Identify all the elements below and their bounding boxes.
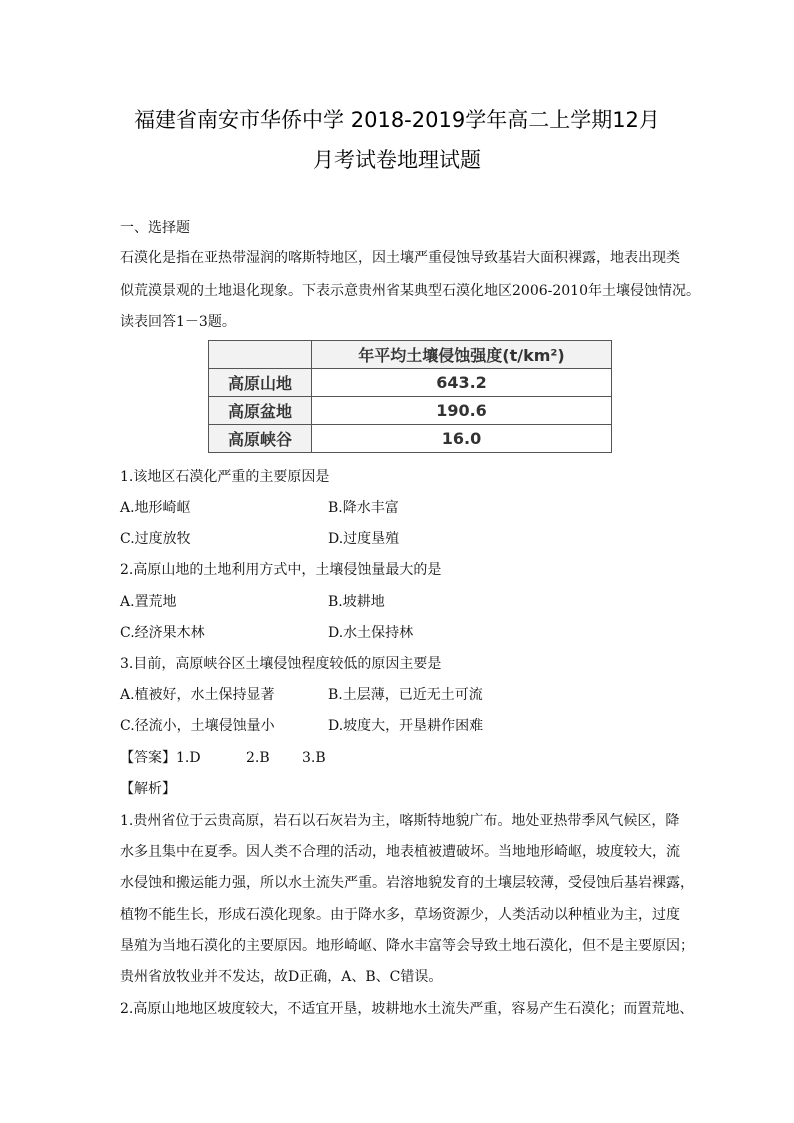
answer-1: 1.D bbox=[176, 750, 201, 766]
analysis-label: 【解析】 bbox=[120, 781, 176, 797]
intro-line: 读表回答1－3题。 bbox=[120, 314, 236, 330]
answer-label: 【答案】 bbox=[120, 750, 176, 766]
table-row-label: 高原盆地 bbox=[209, 397, 312, 425]
option-a: A.地形崎岖 bbox=[120, 500, 191, 516]
intro-line: 石漠化是指在亚热带湿润的喀斯特地区，因土壤严重侵蚀导致基岩大面积裸露，地表出现类 bbox=[120, 250, 680, 266]
table-row bbox=[209, 425, 612, 453]
intro-line: 似荒漠景观的土地退化现象。下表示意贵州省某典型石漠化地区2006-2010年土壤侵蚀情况。 bbox=[120, 283, 700, 299]
option-b: B.土层薄，已近无土可流 bbox=[328, 687, 483, 703]
answer-2: 2.B bbox=[246, 750, 270, 766]
table-cell-value: 190.6 bbox=[312, 397, 612, 425]
option-d: D.过度垦殖 bbox=[328, 531, 400, 547]
document-title-line-2: 月考试卷地理试题 bbox=[313, 148, 481, 172]
table-row-label: 高原峡谷 bbox=[209, 425, 312, 453]
option-d: D.水土保持林 bbox=[328, 625, 414, 641]
table-cell-value: 643.2 bbox=[312, 369, 612, 397]
erosion-table bbox=[208, 340, 612, 453]
analysis-line: 水多且集中在夏季。因人类不合理的活动，地表植被遭破坏。当地地形崎岖，坡度较大，流 bbox=[120, 844, 680, 860]
option-b: B.坡耕地 bbox=[328, 594, 385, 610]
option-a: A.置荒地 bbox=[120, 594, 177, 610]
table-cell-value: 16.0 bbox=[312, 425, 612, 453]
section-heading: 一、选择题 bbox=[120, 220, 190, 236]
option-a: A.植被好，水土保持显著 bbox=[120, 687, 275, 703]
analysis-line: 2.高原山地地区坡度较大，不适宜开垦，坡耕地水土流失严重，容易产生石漠化；而置荒地、 bbox=[120, 1001, 694, 1017]
question-stem: 3.目前，高原峡谷区土壤侵蚀程度较低的原因主要是 bbox=[120, 656, 442, 672]
table-column-header: 年平均土壤侵蚀强度(t/km²) bbox=[312, 341, 612, 369]
option-c: C.经济果木林 bbox=[120, 625, 205, 641]
analysis-line: 1.贵州省位于云贵高原，岩石以石灰岩为主，喀斯特地貌广布。地处亚热带季风气候区，降 bbox=[120, 813, 680, 829]
analysis-line: 水侵蚀和搬运能力强，所以水土流失严重。岩溶地貌发育的土壤层较薄，受侵蚀后基岩裸露， bbox=[120, 875, 694, 891]
analysis-line: 垦殖为当地石漠化的主要原因。地形崎岖、降水丰富等会导致土地石漠化，但不是主要原因； bbox=[120, 938, 694, 954]
option-d: D.坡度大，开垦耕作困难 bbox=[328, 718, 484, 734]
option-b: B.降水丰富 bbox=[328, 500, 399, 516]
analysis-line: 植物不能生长，形成石漠化现象。由于降水多，草场资源少，人类活动以种植业为主，过度 bbox=[120, 907, 680, 923]
option-c: C.径流小，土壤侵蚀量小 bbox=[120, 718, 275, 734]
table-corner-cell bbox=[209, 341, 312, 369]
question-stem: 2.高原山地的土地利用方式中，土壤侵蚀量最大的是 bbox=[120, 562, 442, 578]
question-stem: 1.该地区石漠化严重的主要原因是 bbox=[120, 469, 330, 485]
table-row-label: 高原山地 bbox=[209, 369, 312, 397]
table-header-row bbox=[209, 341, 612, 369]
table-row bbox=[209, 397, 612, 425]
table-row bbox=[209, 369, 612, 397]
analysis-line: 贵州省放牧业并不发达，故D正确，A、B、C错误。 bbox=[120, 969, 443, 985]
option-c: C.过度放牧 bbox=[120, 531, 191, 547]
answer-3: 3.B bbox=[302, 750, 326, 766]
document-title-line-1: 福建省南安市华侨中学 2018-2019学年高二上学期12月 bbox=[134, 108, 660, 132]
